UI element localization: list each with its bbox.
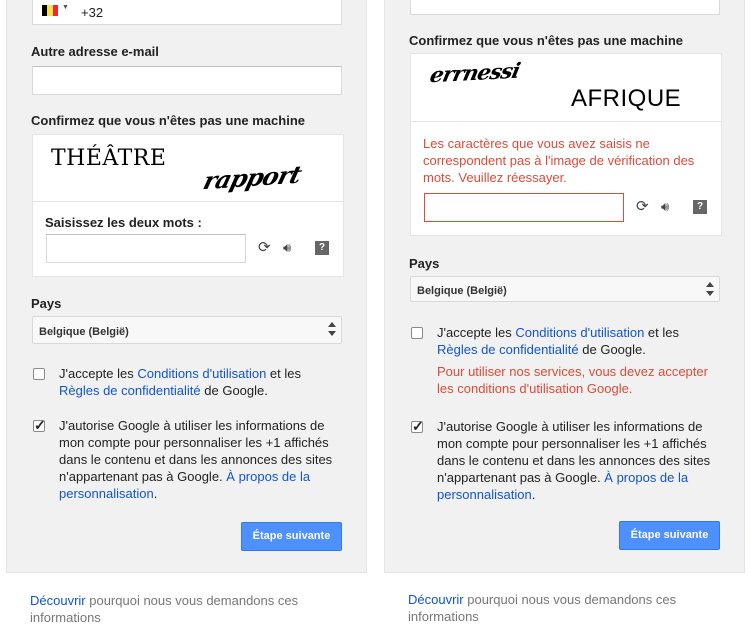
terms-of-service-link[interactable]: Conditions d'utilisation bbox=[137, 366, 267, 381]
captcha-input[interactable] bbox=[46, 234, 246, 263]
terms-checkbox[interactable] bbox=[33, 368, 45, 380]
captcha-word-2: AFRIQUE bbox=[571, 85, 682, 112]
signup-form-left bbox=[6, 0, 367, 573]
captcha-box bbox=[410, 53, 722, 236]
personalization-end: . bbox=[531, 487, 536, 502]
captcha-label: Confirmez que vous n'êtes pas une machine bbox=[409, 33, 683, 48]
footer-text: pourquoi nous vous demandons ces informations bbox=[30, 593, 299, 625]
country-select-value: Belgique (België) bbox=[39, 326, 129, 338]
chevron-down-icon[interactable]: ▼ bbox=[62, 4, 69, 11]
country-label: Pays bbox=[31, 296, 62, 311]
belgium-flag-icon[interactable] bbox=[42, 5, 58, 16]
personalization-body: J'autorise Google à utiliser les informations de mon compte pour personnaliser les +1 affichés dans le contenu et dans les annonces des sites n'appartenant pas à Google. bbox=[437, 419, 711, 485]
select-arrows-icon bbox=[327, 320, 337, 340]
captcha-box bbox=[32, 134, 344, 277]
footer-note-left bbox=[30, 592, 330, 626]
country-label: Pays bbox=[409, 256, 440, 271]
audio-icon[interactable]: 🔊︎ bbox=[661, 199, 670, 214]
phone-prefix: +32 bbox=[81, 5, 104, 20]
terms-text bbox=[59, 365, 319, 399]
privacy-policy-link[interactable]: Règles de confidentialité bbox=[437, 342, 579, 357]
next-step-button[interactable]: Étape suivante bbox=[619, 521, 720, 550]
personalization-checkbox[interactable] bbox=[411, 421, 423, 433]
refresh-icon[interactable]: ⟳ bbox=[258, 239, 271, 256]
alt-email-label: Autre adresse e-mail bbox=[31, 44, 159, 59]
select-arrows-icon bbox=[705, 280, 715, 300]
personalization-link[interactable]: À propos de la personnalisation bbox=[437, 470, 689, 502]
captcha-image bbox=[411, 54, 721, 122]
country-select[interactable] bbox=[32, 316, 342, 344]
personalization-end: . bbox=[153, 486, 158, 501]
next-step-button[interactable]: Étape suivante bbox=[241, 522, 342, 551]
privacy-policy-link[interactable]: Règles de confidentialité bbox=[59, 383, 201, 398]
privacy-suffix: de Google. bbox=[578, 342, 646, 357]
captcha-word-1: errnessi bbox=[427, 57, 522, 88]
personalization-body: J'autorise Google à utiliser les informations de mon compte pour personnaliser les +1 affichés dans le contenu et dans les annonces des sites n'appartenant pas à Google. bbox=[59, 418, 333, 484]
captcha-word-2: rapport bbox=[200, 159, 305, 196]
terms-prefix: J'accepte les bbox=[437, 325, 516, 340]
personalization-checkbox[interactable] bbox=[33, 420, 45, 432]
terms-mid: et les bbox=[644, 325, 679, 340]
privacy-suffix: de Google. bbox=[200, 383, 268, 398]
terms-mid: et les bbox=[266, 366, 301, 381]
footer-text: pourquoi nous vous demandons ces informations bbox=[408, 592, 677, 624]
country-select-value: Belgique (België) bbox=[417, 285, 507, 297]
footer-note-right bbox=[408, 591, 708, 625]
terms-prefix: J'accepte les bbox=[59, 366, 138, 381]
audio-icon[interactable]: 🔊︎ bbox=[283, 240, 292, 255]
terms-text bbox=[437, 324, 719, 358]
captcha-input[interactable] bbox=[424, 193, 624, 222]
signup-form-right bbox=[384, 0, 745, 573]
personalization-text bbox=[59, 417, 341, 502]
captcha-image bbox=[33, 135, 343, 202]
refresh-icon[interactable]: ⟳ bbox=[636, 198, 649, 215]
captcha-label: Confirmez que vous n'êtes pas une machine bbox=[31, 113, 305, 128]
alt-email-field[interactable] bbox=[32, 66, 342, 95]
captcha-error-message: Les caractères que vous avez saisis ne correspondent pas à l'image de vérification des mots. Veuillez réessayer. bbox=[423, 136, 695, 185]
phone-field[interactable] bbox=[32, 0, 342, 25]
personalization-text bbox=[437, 418, 719, 503]
terms-of-service-link[interactable]: Conditions d'utilisation bbox=[515, 325, 645, 340]
terms-checkbox[interactable] bbox=[411, 327, 423, 339]
discover-link[interactable]: Découvrir bbox=[30, 593, 86, 608]
captcha-word-1: THÉÂTRE bbox=[51, 146, 167, 171]
captcha-input-label: Saisissez les deux mots : bbox=[45, 215, 202, 230]
country-select[interactable] bbox=[410, 276, 720, 302]
discover-link[interactable]: Découvrir bbox=[408, 592, 464, 607]
personalization-link[interactable]: À propos de la personnalisation bbox=[59, 469, 311, 501]
help-icon[interactable]: ? bbox=[693, 200, 707, 214]
text-field-top[interactable] bbox=[410, 0, 720, 15]
terms-error-message: Pour utiliser nos services, vous devez accepter les conditions d'utilisation Google. bbox=[437, 364, 708, 396]
help-icon[interactable]: ? bbox=[315, 241, 329, 255]
